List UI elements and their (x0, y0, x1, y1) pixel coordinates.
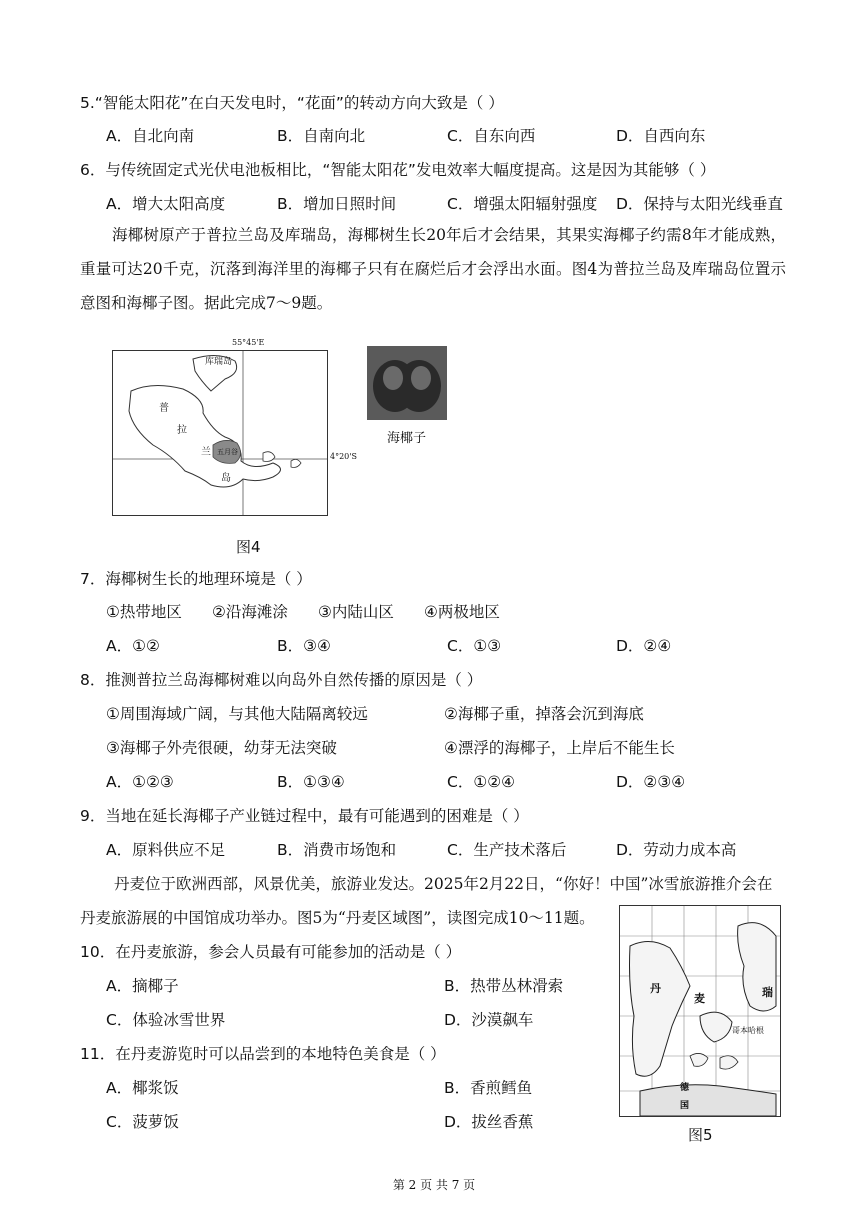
passage-denmark-line2: 丹麦旅游展的中国馆成功举办。图5为“丹麦区域图”，读图完成10～11题。 (80, 909, 595, 927)
q10-option-b: B．热带丛林滑索 (444, 977, 564, 995)
q7-stem: 7．海椰树生长的地理环境是（ ） (80, 570, 312, 588)
figure4-map-drawing (113, 351, 327, 515)
q8-item-3: ③海椰子外壳很硬，幼芽无法突破 (106, 739, 337, 757)
q7-option-b: B．③④ (277, 637, 331, 655)
q7-item-1: ①热带地区 (106, 603, 182, 621)
figure4-latitude-label: 4°20'S (330, 452, 357, 461)
q11-stem: 11．在丹麦游览时可以品尝到的本地特色美食是（ ） (80, 1045, 446, 1063)
figure5-map (619, 905, 781, 1117)
q11-option-c: C．菠萝饭 (106, 1113, 179, 1131)
q7-option-c: C．①③ (447, 637, 502, 655)
q10-option-c: C．体验冰雪世界 (106, 1011, 226, 1029)
figure4-island-char-4: 岛 (221, 473, 231, 484)
q8-item-2: ②海椰子重，掉落会沉到海底 (444, 705, 644, 723)
q11-option-d: D．拔丝香蕉 (444, 1113, 534, 1131)
figure5-south-char-1: 德 (680, 1083, 690, 1093)
q10-option-a: A．摘椰子 (106, 977, 179, 995)
q8-option-b: B．①③④ (277, 773, 345, 791)
q9-stem: 9．当地在延长海椰子产业链过程中，最有可能遇到的困难是（ ） (80, 807, 529, 825)
q11-option-a: A．椰浆饭 (106, 1079, 179, 1097)
q6-option-a: A．增大太阳高度 (106, 195, 226, 213)
figure4-caption: 图4 (236, 538, 261, 556)
page-footer: 第 2 页 共 7 页 (392, 1178, 476, 1192)
q9-option-a: A．原料供应不足 (106, 841, 226, 859)
q5-option-d: D．自西向东 (616, 127, 706, 145)
figure5-capital-label: 哥本哈根 (732, 1026, 764, 1035)
q6-option-d: D．保持与太阳光线垂直 (616, 195, 783, 213)
q7-item-3: ③内陆山区 (318, 603, 394, 621)
q9-option-c: C．生产技术落后 (447, 841, 567, 859)
figure4-map (112, 350, 328, 516)
coco-de-mer-photo (367, 346, 447, 420)
q10-option-d: D．沙漠飙车 (444, 1011, 534, 1029)
q5-option-a: A．自北向南 (106, 127, 195, 145)
figure5-south-char-2: 国 (680, 1101, 690, 1111)
figure5-caption: 图5 (688, 1126, 713, 1144)
q8-option-c: C．①②④ (447, 773, 516, 791)
q10-stem: 10．在丹麦旅游，参会人员最有可能参加的活动是（ ） (80, 943, 462, 961)
q8-option-a: A．①②③ (106, 773, 174, 791)
figure5-country-char-1: 丹 (650, 982, 661, 995)
figure4-island-char-3: 兰 (201, 447, 211, 458)
q8-stem: 8．推测普拉兰岛海椰树难以向岛外自然传播的原因是（ ） (80, 671, 483, 689)
q5-stem: 5.“智能太阳花”在白天发电时，“花面”的转动方向大致是（ ） (80, 94, 504, 112)
q9-option-b: B．消费市场饱和 (277, 841, 397, 859)
q8-item-4: ④漂浮的海椰子，上岸后不能生长 (444, 739, 675, 757)
q6-option-c: C．增强太阳辐射强度 (447, 195, 598, 213)
q9-option-d: D．劳动力成本高 (616, 841, 737, 859)
q7-option-d: D．②④ (616, 637, 672, 655)
q6-option-b: B．增加日照时间 (277, 195, 397, 213)
figure5-country-char-2: 麦 (694, 992, 705, 1005)
figure4-reserve-label: 五月谷 (217, 448, 238, 456)
passage-coco-de-mer: 海椰树原产于普拉兰岛及库瑞岛，海椰树生长20年后才会结果，其果实海椰子约需8年才能成熟，重量可达20千克，沉落到海洋里的海椰子只有在腐烂后才会浮出水面。图4为普拉兰岛及库瑞岛位置示意图和海椰子图。据此完成7～9题。 (80, 226, 786, 312)
figure4-island-char-1: 普 (159, 403, 169, 414)
coco-de-mer-photo-caption: 海椰子 (387, 431, 427, 446)
figure5-map-drawing (620, 906, 780, 1116)
q5-option-c: C．自东向西 (447, 127, 536, 145)
q7-item-2: ②沿海滩涂 (212, 603, 288, 621)
q6-stem: 6．与传统固定式光伏电池板相比，“智能太阳花”发电效率大幅度提高。这是因为其能够（ ） (80, 161, 716, 179)
figure4-island-char-2: 拉 (177, 425, 187, 436)
q7-option-a: A．①② (106, 637, 160, 655)
figure4-longitude-label: 55°45'E (232, 338, 265, 347)
q11-option-b: B．香煎鳕鱼 (444, 1079, 533, 1097)
q8-item-1: ①周围海域广阔，与其他大陆隔离较远 (106, 705, 368, 723)
q5-option-b: B．自南向北 (277, 127, 366, 145)
passage-denmark-line1: 丹麦位于欧洲西部，风景优美，旅游业发达。2025年2月22日，“你好！中国”冰雪旅游推介会在 (114, 875, 773, 893)
figure4-island-north-label: 库瑞岛 (205, 357, 233, 367)
q8-option-d: D．②③④ (616, 773, 686, 791)
q7-item-4: ④两极地区 (424, 603, 500, 621)
figure5-sweden-label: 瑞 (762, 986, 773, 999)
